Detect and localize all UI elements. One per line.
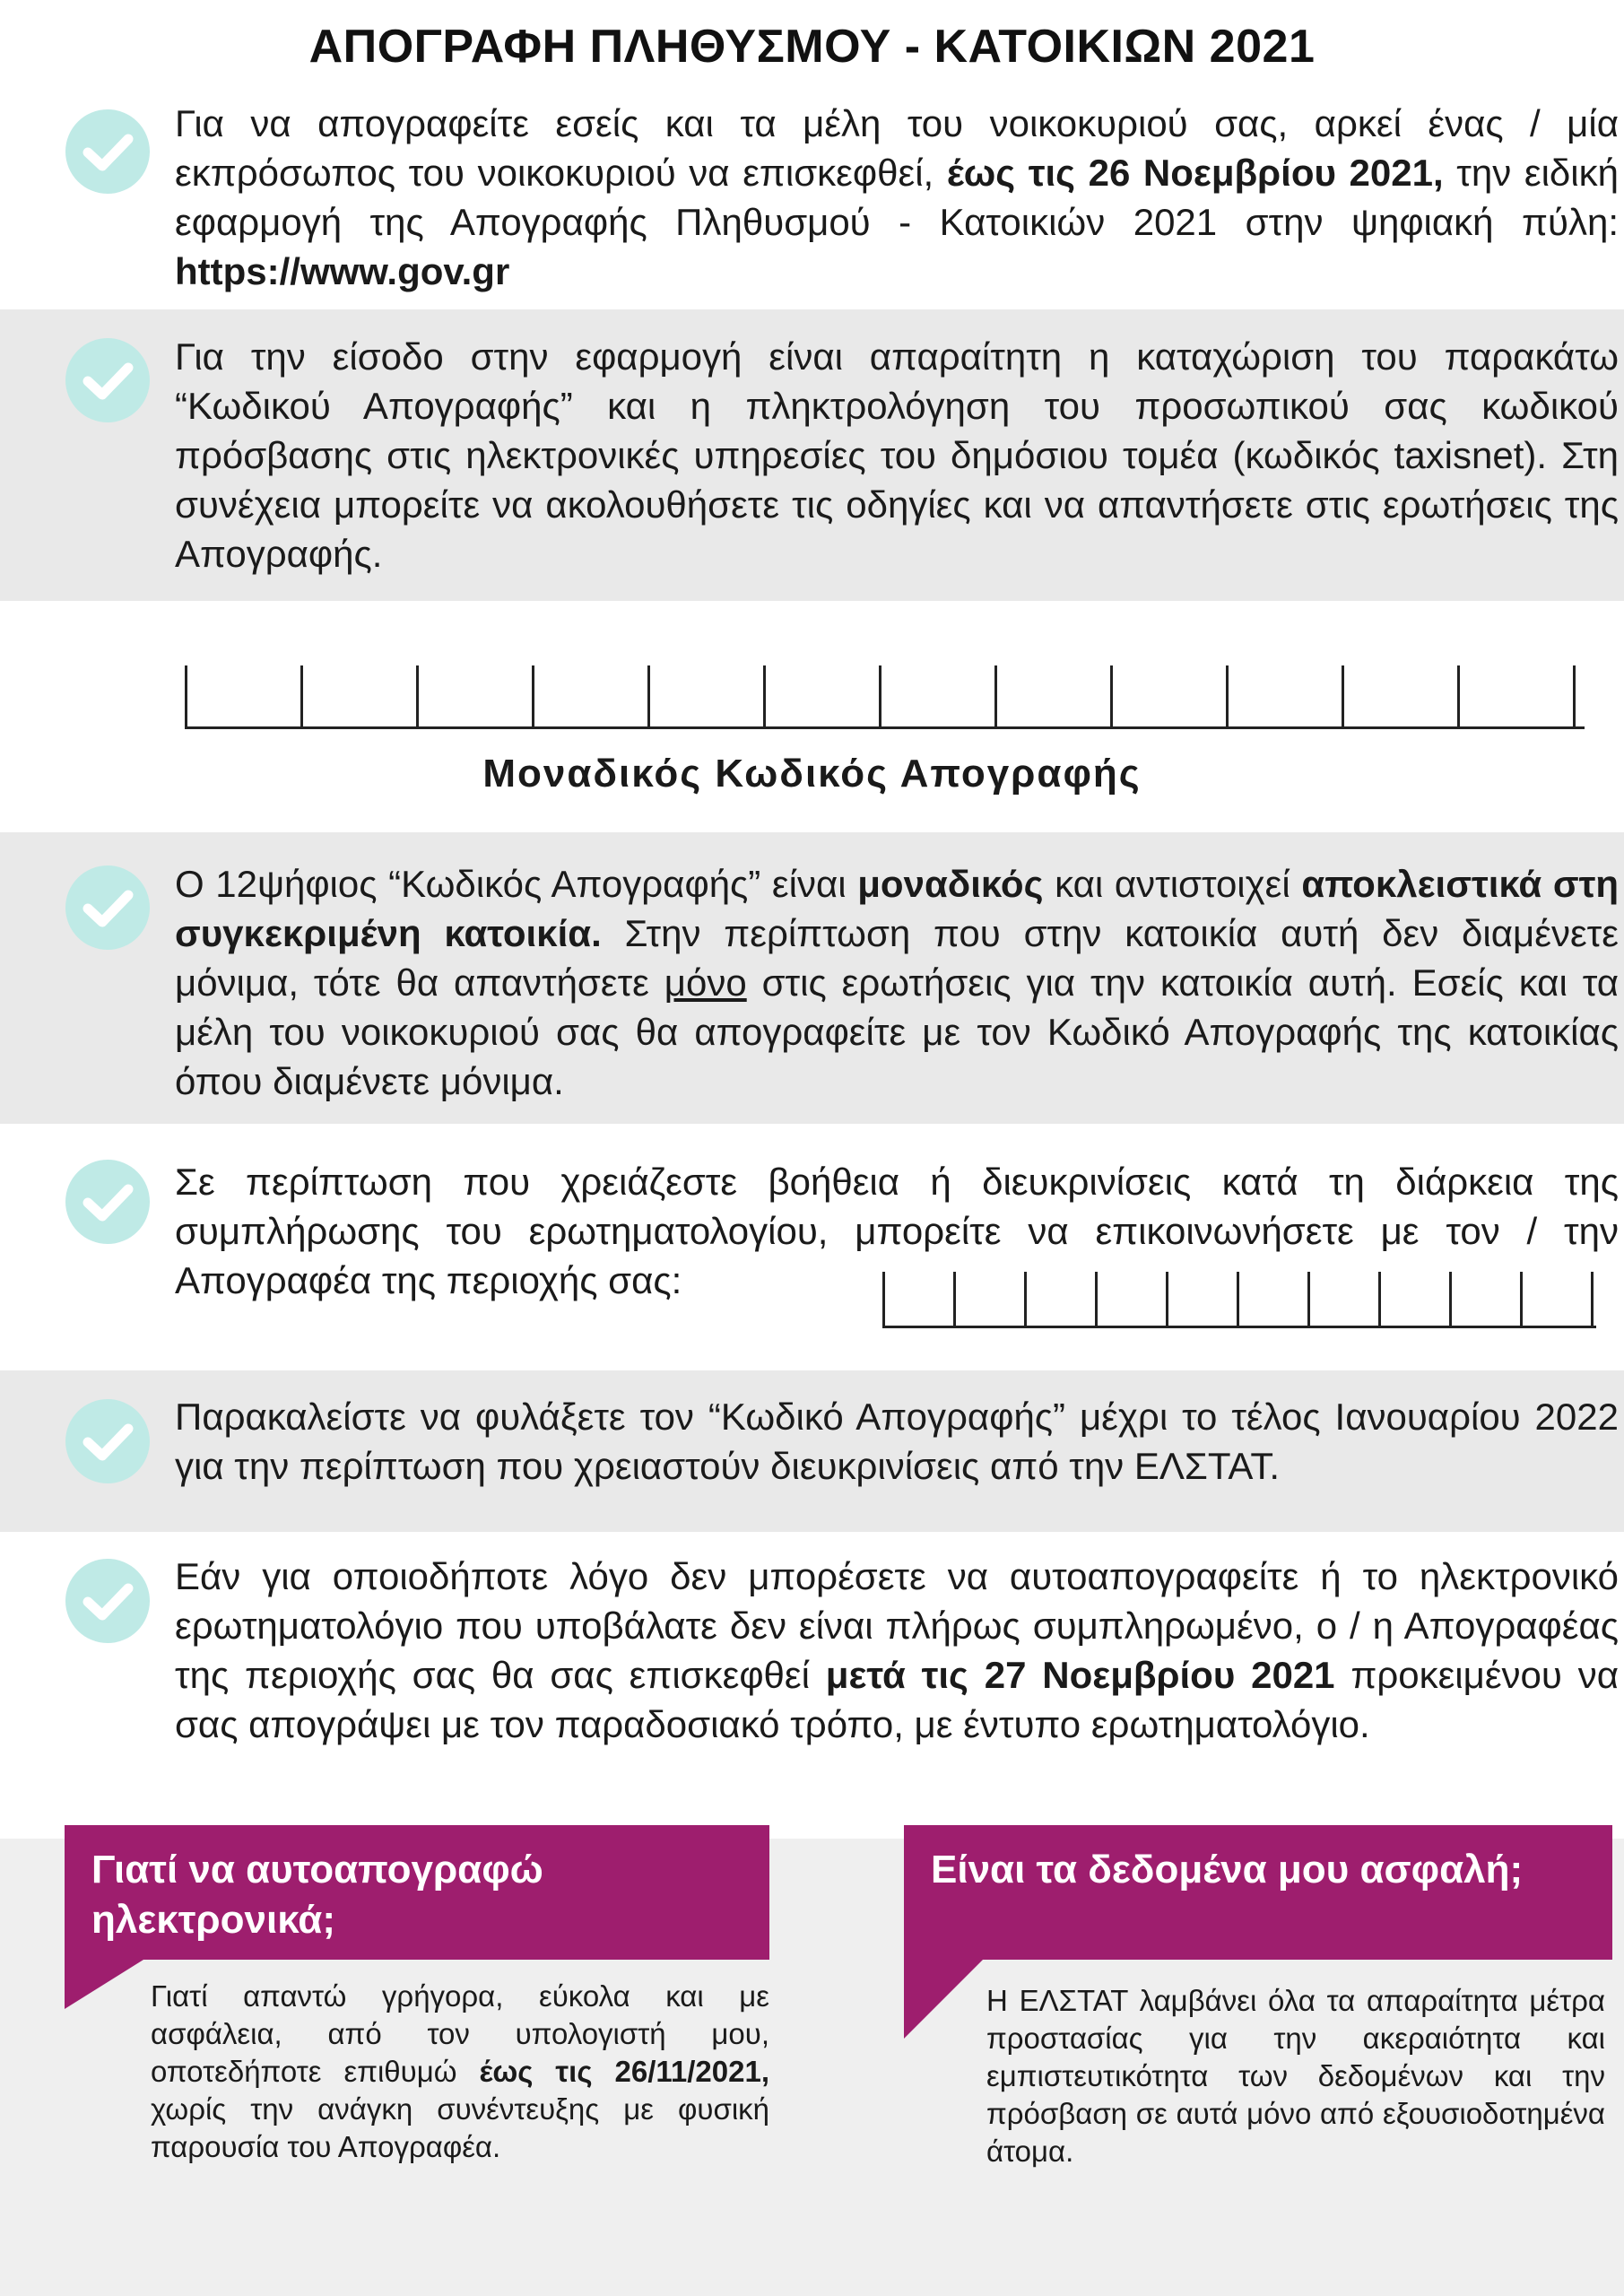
code-cell[interactable] bbox=[303, 665, 419, 726]
why-online-part-1: Γιατί απαντώ γρήγορα, εύκολα και με ασφάλεια, από τον υπολογιστή μου, οποτεδήποτε επιθυμώ bbox=[151, 1979, 769, 2088]
enumerator-phone-boxes[interactable] bbox=[882, 1272, 1596, 1328]
section-6-part-1: Εάν για οποιοδήποτε λόγο δεν μπορέσετε να αυτοαπογραφείτε ή το ηλεκτρονικό ερωτηματολόγιο που υποβάλατε δεν είναι πλήρως συμπληρωμένο, ο / η Απογραφέας της περιοχής σας θα σας επισκεφθεί bbox=[175, 1555, 1619, 1696]
why-online-title: Γιατί να αυτοαπογραφώ ηλεκτρονικά; bbox=[91, 1848, 543, 1942]
section-3-part-3: Στην περίπτωση που στην κατοικία αυτή δεν διαμένετε μόνιμα, τότε θα απαντήσετε bbox=[175, 912, 1619, 1004]
check-circle-icon bbox=[65, 1559, 150, 1643]
check-circle-icon bbox=[65, 1160, 150, 1244]
code-cell[interactable] bbox=[187, 665, 303, 726]
deadline-bold: έως τις 26 Νοεμβρίου 2021, bbox=[946, 152, 1444, 194]
unique-bold: μοναδικός bbox=[857, 863, 1044, 905]
why-online-body bbox=[151, 1978, 769, 2166]
section-1-text bbox=[175, 99, 1619, 296]
code-cell[interactable] bbox=[650, 665, 766, 726]
code-cell[interactable] bbox=[766, 665, 881, 726]
check-circle-icon bbox=[65, 109, 150, 194]
census-code-label: Μοναδικός Κωδικός Απογραφής bbox=[482, 752, 1142, 796]
section-2-text: Για την είσοδο στην εφαρμογή είναι απαραίτητη η καταχώριση του παρακάτω “Κωδικού Απογραφής” και η πληκτρολόγηση του προσωπικού σας κωδικού πρόσβασης στις ηλεκτρονικές υπηρεσίες του δημόσιου τομέα (κωδικός taxisnet). Στη συνέχεια μπορείτε να ακολουθήσετε τις οδηγίες και να απαντήσετε στις ερωτήσεις της Απογραφής. bbox=[175, 335, 1619, 575]
section-3-part-2: και αντιστοιχεί bbox=[1043, 863, 1302, 905]
phone-cell[interactable] bbox=[1239, 1272, 1310, 1326]
why-online-part-2: χωρίς την ανάγκη συνέντευξης με φυσική παρουσία του Απογραφέα. bbox=[151, 2092, 769, 2163]
code-cell[interactable] bbox=[1113, 665, 1229, 726]
section-3-text bbox=[175, 859, 1619, 1106]
phone-cell[interactable] bbox=[1168, 1272, 1239, 1326]
code-cell[interactable] bbox=[1460, 665, 1576, 726]
only-underline: μόνο bbox=[664, 961, 747, 1004]
section-6-part-2: προκειμένου να σας απογράψει με τον παραδοσιακό τρόπο, με έντυπο ερωτηματολόγιο. bbox=[175, 1654, 1619, 1745]
data-safe-body: Η ΕΛΣΤΑΤ λαμβάνει όλα τα απαραίτητα μέτρα προστασίας για την ακεραιότητα και εμπιστευτικότητα των δεδομένων και την πρόσβαση σε αυτά μόνο από εξουσιοδοτημένα άτομα. bbox=[986, 1984, 1605, 2168]
why-online-deadline: έως τις 26/11/2021, bbox=[479, 2055, 769, 2088]
section-1-part-2: την ειδική εφαρμογή της Απογραφής Πληθυσμού - Κατοικιών 2021 στην ψηφιακή πύλη: bbox=[175, 152, 1619, 243]
phone-cell[interactable] bbox=[1027, 1272, 1098, 1326]
gov-url-link[interactable]: https://www.gov.gr bbox=[175, 250, 510, 292]
data-safe-title: Είναι τα δεδομένα μου ασφαλή; bbox=[931, 1848, 1524, 1892]
code-cell[interactable] bbox=[997, 665, 1113, 726]
section-3-part-1: Ο 12ψήφιος “Κωδικός Απογραφής” είναι bbox=[175, 863, 858, 905]
exclusive-bold: αποκλειστικά στη συγκεκριμένη κατοικία. bbox=[175, 863, 1619, 954]
code-cell[interactable] bbox=[1229, 665, 1344, 726]
why-online-header bbox=[65, 1825, 769, 1960]
phone-cell[interactable] bbox=[885, 1272, 956, 1326]
code-cell[interactable] bbox=[534, 665, 650, 726]
data-safe-header bbox=[904, 1825, 1612, 1960]
phone-cell[interactable] bbox=[1452, 1272, 1523, 1326]
section-4-part-1: Σε περίπτωση που χρειάζεστε βοήθεια ή διευκρινίσεις κατά τη διάρκεια της συμπλήρωσης του ερωτηματολογίου, μπορείτε να επικοινωνήσετε με τον / την Απογραφέα της περιοχής σας: bbox=[175, 1161, 1619, 1301]
code-cell[interactable] bbox=[1344, 665, 1460, 726]
phone-cell[interactable] bbox=[1098, 1272, 1168, 1326]
phone-cell[interactable] bbox=[956, 1272, 1027, 1326]
after-date-bold: μετά τις 27 Νοεμβρίου 2021 bbox=[825, 1654, 1335, 1696]
check-circle-icon bbox=[65, 338, 150, 422]
phone-cell[interactable] bbox=[1381, 1272, 1452, 1326]
section-1-part-1: Για να απογραφείτε εσείς και τα μέλη του νοικοκυριού σας, αρκεί ένας / μία εκπρόσωπος του νοικοκυριού να επισκεφθεί, bbox=[175, 102, 1619, 194]
section-6-text bbox=[175, 1552, 1619, 1749]
phone-cell[interactable] bbox=[1523, 1272, 1594, 1326]
data-safe-tail bbox=[904, 1960, 983, 2039]
code-cell[interactable] bbox=[881, 665, 997, 726]
phone-cell[interactable] bbox=[1310, 1272, 1381, 1326]
code-cell[interactable] bbox=[419, 665, 534, 726]
section-3-part-4: στις ερωτήσεις για την κατοικία αυτή. Εσείς και τα μέλη του νοικοκυριού σας θα απογραφείτε με τον Κωδικό Απογραφής της κατοικίας όπου διαμένετε μόνιμα. bbox=[175, 961, 1619, 1102]
why-online-tail bbox=[65, 1960, 143, 2009]
check-circle-icon bbox=[65, 1399, 150, 1483]
page-title: ΑΠΟΓΡΑΦΗ ΠΛΗΘΥΣΜΟΥ - ΚΑΤΟΙΚΙΩΝ 2021 bbox=[308, 21, 1316, 73]
check-circle-icon bbox=[65, 865, 150, 950]
census-code-boxes[interactable] bbox=[185, 665, 1585, 729]
section-5-text: Παρακαλείστε να φυλάξετε τον “Κωδικό Απογραφής” μέχρι το τέλος Ιανουαρίου 2022 για την περίπτωση που χρειαστούν διευκρινίσεις από την ΕΛΣΤΑΤ. bbox=[175, 1396, 1619, 1487]
